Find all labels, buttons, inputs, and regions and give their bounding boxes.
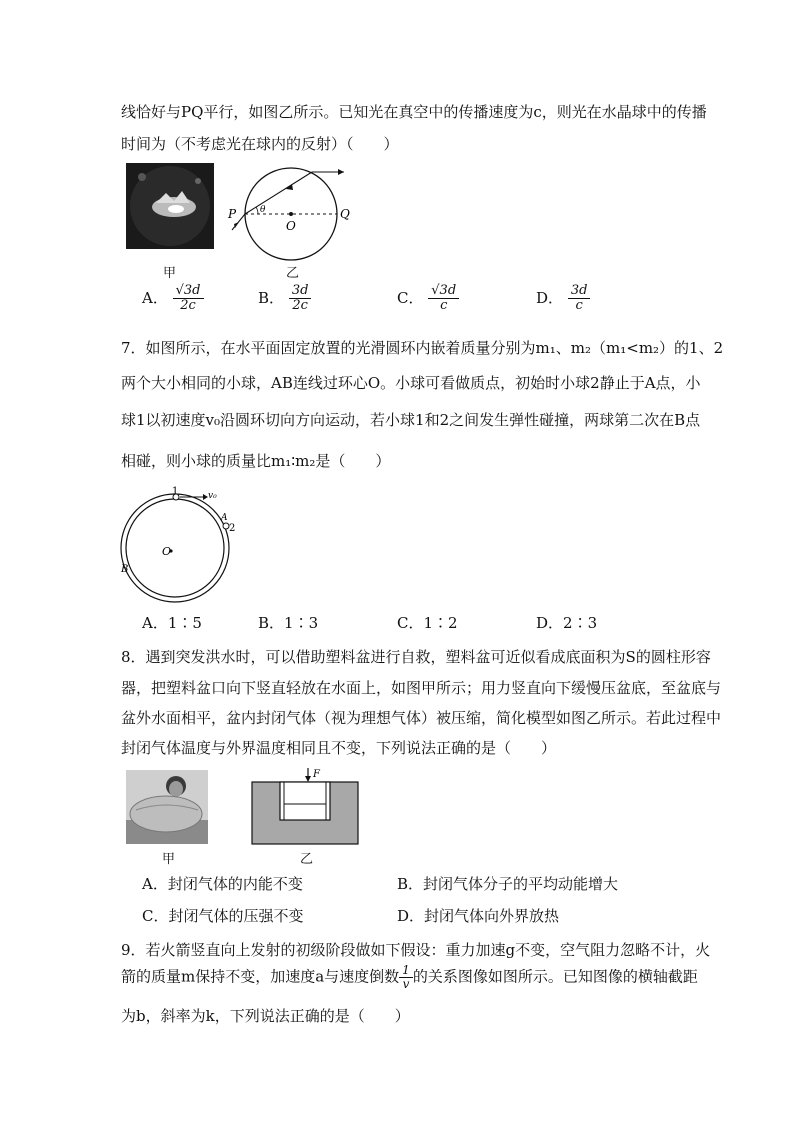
q6-caption-yi: 乙 (286, 266, 300, 281)
q6-option-b: B． $\frac{3d}{2c}$ (258, 284, 311, 314)
q8-text-line-4: 封闭气体温度与外界温度相同且不变，下列说法正确的是（ ） (121, 739, 557, 757)
q6-diagram-optics (226, 158, 356, 262)
q7-text-line-3: 球1以初速度v₀沿圆环切向方向运动，若小球1和2之间发生弹性碰撞，两球第二次在B点 (121, 411, 701, 429)
q8-caption-jia: 甲 (162, 852, 176, 867)
q6-label-p: P (228, 207, 237, 221)
q9-text-line-1: 9．若火箭竖直向上发射的初级阶段做如下假设：重力加速g不变，空气阻力忽略不计，火 (121, 941, 711, 959)
q7-label-b: B (121, 564, 129, 575)
q8-text-line-2: 器，把塑料盆口向下竖直轻放在水面上，如图甲所示；用力竖直向下缓慢压盆底，至盆底与 (121, 679, 722, 697)
q7-label-o: O (162, 545, 172, 558)
q9-text-line-3: 为b，斜率为k，下列说法正确的是（ ） (121, 1007, 410, 1025)
q7-label-v0: v₀ (208, 491, 217, 501)
q8-option-d: D．封闭气体向外界放热 (397, 907, 560, 925)
q7-option-d: D．2∶3 (536, 614, 598, 632)
q8-option-c: C．封闭气体的压强不变 (142, 907, 304, 925)
q8-text-line-3: 盆外水面相平，盆内封闭气体（视为理想气体）被压缩，简化模型如图乙所示。若此过程中 (121, 709, 722, 727)
q6-text-line-1: 线恰好与PQ平行，如图乙所示。已知光在真空中的传播速度为c，则光在水晶球中的传播 (121, 103, 707, 121)
q6-option-d: D． $\frac{3d}{c}$ (536, 284, 590, 314)
q7-text-line-4: 相碰，则小球的质量比m₁∶m₂是（ ） (121, 452, 391, 470)
q6-text-line-2: 时间为（不考虑光在球内的反射）（ ） (121, 135, 399, 153)
q8-diagram-basin-model (250, 768, 360, 846)
q8-text-line-1: 8．遇到突发洪水时，可以借助塑料盆进行自救，塑料盆可近似看成底面积为S的圆柱形容 (121, 648, 711, 666)
q6-option-c: C． $\frac{√3d}{c}$ (397, 284, 459, 314)
q7-option-c: C．1∶2 (397, 614, 458, 632)
q8-option-a: A．封闭气体的内能不变 (142, 875, 303, 893)
q7-label-a: A (221, 513, 228, 523)
q9-text-line-2: 箭的质量m保持不变，加速度a与速度倒数 $\frac{1}{v}$ 的关系图像如图所示。已知图像的横轴截距 (121, 963, 698, 992)
q7-label-ball-1: 1 (172, 486, 179, 497)
q6-caption-jia: 甲 (163, 266, 177, 281)
q6-label-q: Q (340, 207, 350, 221)
q7-diagram-ring (115, 484, 245, 604)
q6-label-o: O (286, 219, 296, 233)
q7-label-ball-2: 2 (229, 523, 236, 534)
q8-photo-person-with-basin (126, 770, 208, 844)
q7-option-b: B．1∶3 (258, 614, 319, 632)
q7-text-line-1: 7．如图所示，在水平面固定放置的光滑圆环内嵌着质量分别为m₁、m₂（m₁<m₂）的1、2 (121, 339, 724, 357)
q6-option-a: A． $\frac{√3d}{2c}$ (142, 284, 204, 314)
q8-caption-yi: 乙 (300, 852, 314, 867)
q7-text-line-2: 两个大小相同的小球，AB连线过环心O。小球可看做质点，初始时小球2静止于A点，小 (121, 374, 701, 392)
q6-label-theta: θ (260, 205, 266, 215)
q6-photo-crystal-ball (126, 163, 214, 249)
q8-label-f: F (313, 769, 320, 780)
q8-option-b: B．封闭气体分子的平均动能增大 (397, 875, 619, 893)
q7-option-a: A．1∶5 (142, 614, 202, 632)
